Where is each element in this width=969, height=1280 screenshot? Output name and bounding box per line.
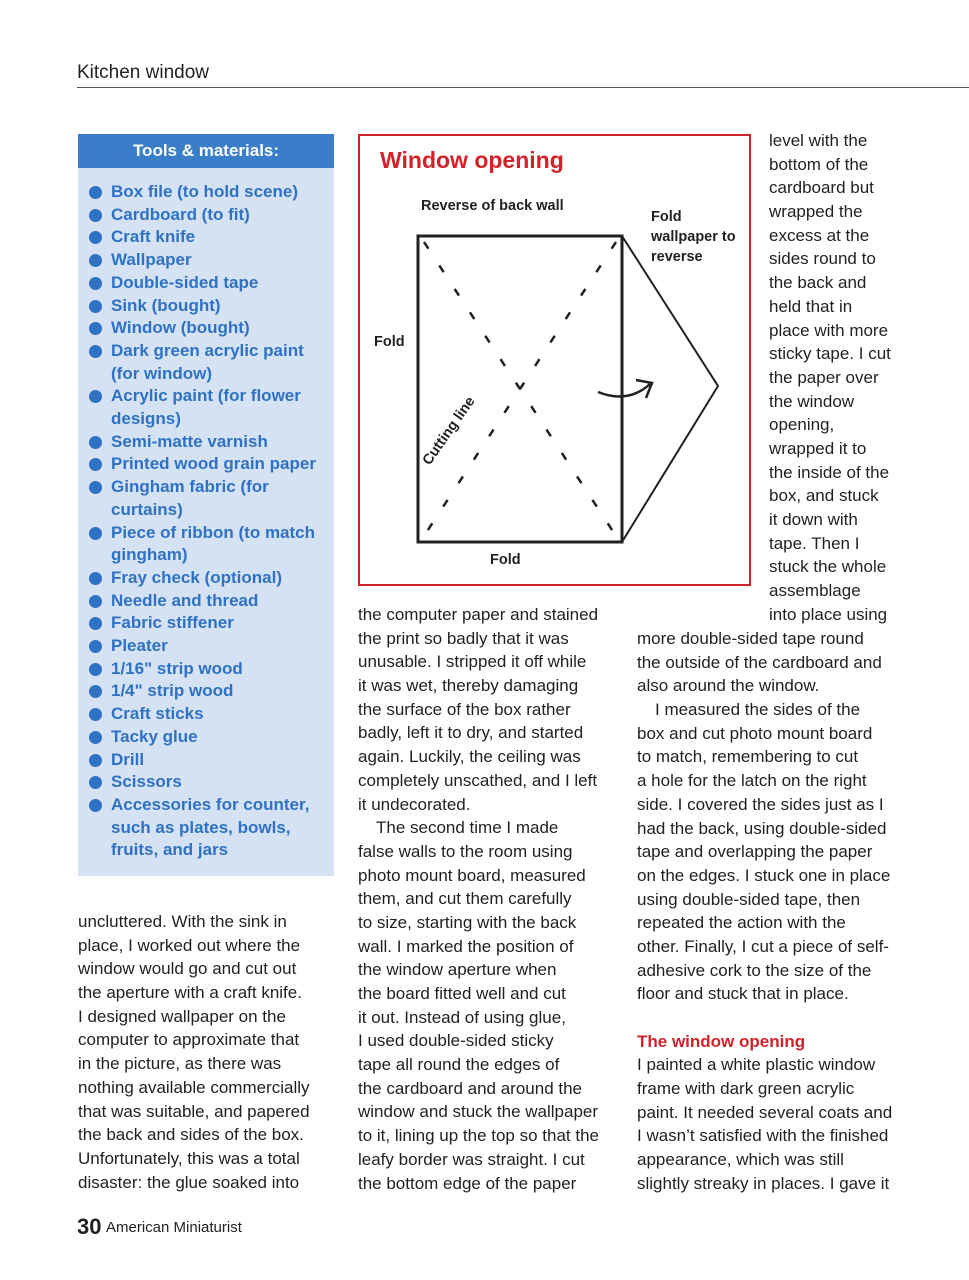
tools-list-item [88,658,334,681]
text-line: the print so badly that it was [358,628,569,648]
tools-list-item-text: 1/4" strip wood [111,681,234,701]
text-line: the board fitted well and cut [358,984,566,1003]
bullet-icon [89,436,102,449]
tools-list-item-text: gingham) [111,545,188,565]
text-line: wall. I marked the position of [358,936,574,956]
text-line: tape and overlapping the paper [637,842,873,862]
window-opening-diagram [358,134,751,586]
text-line: in the picture, as there was [78,1054,282,1074]
label-fold-wallpaper-line: reverse [651,249,703,265]
text-line: the window [769,391,855,411]
text-line: it down with [769,510,858,529]
text-line: into place using [769,604,888,624]
text-line: the cardboard and around the [358,1078,583,1098]
text-line: window and stuck the wallpaper [358,1102,599,1122]
cutting-line-diagonal [424,242,616,536]
tools-list-item-text: Wallpaper [111,250,192,270]
header-rule [77,87,969,88]
text-line: I wasn’t satisfied with the finished [637,1126,889,1146]
bullet-icon [89,390,102,403]
text-line: box and cut photo mount board [637,723,873,743]
label-reverse-back-wall: Reverse of back wall [421,198,564,214]
text-line: disaster: the glue soaked into [78,1172,300,1192]
text-line: the back and sides of the box. [78,1125,304,1145]
tools-list-item-text: Fabric stiffener [111,613,234,633]
text-line: the window aperture when [358,960,557,980]
text-line: badly, left it to dry, and started [358,723,584,743]
tools-list-item [88,295,334,318]
text-line: stuck the whole [769,557,887,577]
tools-list-item-text: Cardboard (to fit) [111,204,250,224]
tools-list-item [88,612,334,635]
text-line: box, and stuck [769,486,879,506]
tools-list-item-text: Drill [111,749,145,769]
bullet-icon [89,186,102,199]
text-line: wrapped the [769,202,863,222]
text-line: them, and cut them carefully [358,889,572,909]
text-line: to it, lining up the top so that the [358,1126,599,1146]
tools-list-item [88,226,334,249]
tools-list-item-text: Acrylic paint (for flower [111,386,301,406]
bullet-icon [89,776,102,789]
tools-list-item [88,317,334,340]
text-line: using double-sided tape, then [637,889,861,909]
tools-list-item [88,249,334,272]
tools-list-item-text: Piece of ribbon (to match [111,522,316,542]
text-line: the computer paper and stained [358,605,599,624]
tools-list-item [88,590,334,613]
bullet-icon [89,254,102,267]
tools-list-item [88,567,334,590]
tools-list-item-text: Window (bought) [111,318,250,338]
tools-list-item [88,385,334,430]
text-line: it undecorated. [358,794,471,814]
bullet-icon [89,595,102,608]
text-line: the outside of the cardboard and [637,652,882,672]
tools-list-item-text: Sink (bought) [111,295,221,315]
label-cutting-line: Cutting line [419,393,479,469]
bullet-icon [89,731,102,744]
text-line: completely unscathed, and I left [358,770,598,790]
bullet-icon [89,458,102,471]
tools-list-item [88,522,334,567]
tools-list-item-text: Box file (to hold scene) [111,182,299,201]
text-line: opening, [769,415,835,435]
body-column-2 [358,603,599,1195]
text-line: computer to approximate that [78,1030,300,1050]
tools-list-item-text: Craft sticks [111,704,204,724]
tools-list-item-text: Gingham fabric (for [111,477,269,497]
diagram-drawing [360,136,749,584]
tools-list-item [88,476,334,521]
text-line: frame with dark green acrylic [637,1079,855,1099]
text-line: repeated the action with the [637,913,846,933]
text-line: slightly streaky in places. I gave it [637,1173,890,1193]
text-line: I painted a white plastic window [637,1055,876,1075]
text-line: to size, starting with the back [358,912,577,932]
tools-list-item-text: Dark green acrylic paint [111,340,304,360]
bullet-icon [89,481,102,494]
text-line: assemblage [769,581,861,601]
bullet-icon [89,799,102,812]
sidebar-title: Tools & materials: [78,134,334,168]
text-line: held that in [769,296,853,316]
text-line: other. Finally, I cut a piece of self- [637,936,889,956]
text-line: a hole for the latch on the right [637,771,867,791]
tools-list-item-text: Fray check (optional) [111,567,282,587]
tools-list-item-text: Needle and thread [111,590,259,610]
bullet-icon [89,754,102,767]
tools-list-item-text: (for window) [111,363,213,383]
text-line: I designed wallpaper on the [78,1006,286,1026]
text-line: Unfortunately, this was a total [78,1148,300,1168]
text-line: I measured the sides of the [655,700,861,720]
tools-list-item-text: Craft knife [111,227,196,247]
bullet-icon [89,527,102,540]
body-column-1 [78,910,310,1194]
text-line: excess at the [769,225,870,245]
text-line: sticky tape. I cut [769,344,891,364]
body-column-3-top [769,129,891,626]
label-fold-bottom: Fold [490,552,521,568]
tools-list-item [88,181,334,204]
text-line: sides round to [769,249,876,269]
text-line: the paper over [769,367,879,387]
text-line: again. Luckily, the ceiling was [358,747,581,767]
label-fold-left: Fold [374,334,405,350]
section-subhead: The window opening [637,1031,806,1051]
tools-list-item [88,431,334,454]
bullet-icon [89,685,102,698]
bullet-icon [89,209,102,222]
page-number: 30 [77,1214,102,1239]
bullet-icon [89,345,102,358]
text-line: the inside of the [769,462,890,482]
bullet-icon [89,277,102,290]
tools-list-item-text: Scissors [111,772,182,792]
blank-line [637,1006,892,1030]
tools-list-item-text: Printed wood grain paper [111,454,316,474]
running-head: Kitchen window [77,62,210,83]
text-line: tape all round the edges of [358,1055,560,1075]
tools-list-item-text: curtains) [111,499,183,519]
tools-list-item-text: such as plates, bowls, [111,817,291,837]
text-line: wrapped it to [769,438,867,458]
tools-list-item-text: Pleater [111,636,168,656]
text-line: leafy border was straight. I cut [358,1149,585,1169]
text-line: window would go and cut out [78,959,297,979]
text-line: more double-sided tape round [637,629,864,648]
magazine-name: American Miniaturist [106,1219,242,1236]
text-line: adhesive cork to the size of the [637,960,872,980]
text-line: unusable. I stripped it off while [358,652,587,672]
text-line: false walls to the room using [358,841,573,861]
body-column-3-bottom [637,627,892,1196]
tools-list-item-text: Accessories for counter, [111,794,310,814]
text-line: place, I worked out where the [78,935,301,955]
bullet-icon [89,663,102,676]
wallpaper-fold-flap [622,236,718,542]
tools-list-item [88,635,334,658]
text-line: side. I covered the sides just as I [637,794,884,814]
bullet-icon [89,708,102,721]
bullet-icon [89,322,102,335]
tools-list [78,168,334,862]
bullet-icon [89,617,102,630]
tools-list-item [88,453,334,476]
tools-list-item [88,794,334,862]
tools-list-item-text: Semi-matte varnish [111,431,268,451]
label-fold-wallpaper-line: wallpaper to [651,229,736,245]
text-line: appearance, which was still [637,1150,844,1170]
text-line: the bottom edge of the paper [358,1173,577,1193]
tools-list-item-text: 1/16" strip wood [111,658,243,678]
bullet-icon [89,300,102,313]
text-line: nothing available commercially [78,1077,310,1097]
text-line: place with more [769,320,889,340]
text-line: I used double-sided sticky [358,1031,554,1051]
figure-title: Window opening [380,147,564,173]
text-line: the surface of the box rather [358,699,571,719]
tools-list-item-text: fruits, and jars [111,840,229,860]
text-line: photo mount board, measured [358,865,586,885]
text-line: to match, remembering to cut [637,747,859,767]
tools-list-item [88,749,334,772]
text-line: it was wet, thereby damaging [358,676,579,696]
text-line: uncluttered. With the sink in [78,912,287,931]
text-line: The second time I made [376,818,559,838]
text-line: bottom of the [769,154,869,174]
text-line: paint. It needed several coats and [637,1102,893,1122]
tools-list-item [88,272,334,295]
text-line: level with the [769,131,868,150]
text-line: on the edges. I stuck one in place [637,865,891,885]
bullet-icon [89,572,102,585]
tools-list-item [88,204,334,227]
tools-list-item [88,680,334,703]
text-line: it out. Instead of using glue, [358,1007,566,1027]
text-line: had the back, using double-sided [637,818,887,838]
bullet-icon [89,231,102,244]
text-line: tape. Then I [769,533,860,553]
tools-list-item [88,340,334,385]
tools-list-item-text: Tacky glue [111,726,198,746]
fold-arrow-icon [598,384,650,397]
text-line: floor and stuck that in place. [637,984,849,1004]
tools-list-item [88,771,334,794]
tools-list-item-text: Double-sided tape [111,272,259,292]
text-line: cardboard but [769,178,874,198]
tools-list-item [88,703,334,726]
text-line: also around the window. [637,676,820,696]
tools-list-item [88,726,334,749]
tools-list-item-text: designs) [111,409,181,429]
label-fold-wallpaper-line: Fold [651,209,682,225]
tools-materials-sidebar [78,134,334,876]
bullet-icon [89,640,102,653]
text-line: the back and [769,273,867,293]
text-line: the aperture with a craft knife. [78,983,302,1003]
text-line: that was suitable, and papered [78,1101,310,1121]
